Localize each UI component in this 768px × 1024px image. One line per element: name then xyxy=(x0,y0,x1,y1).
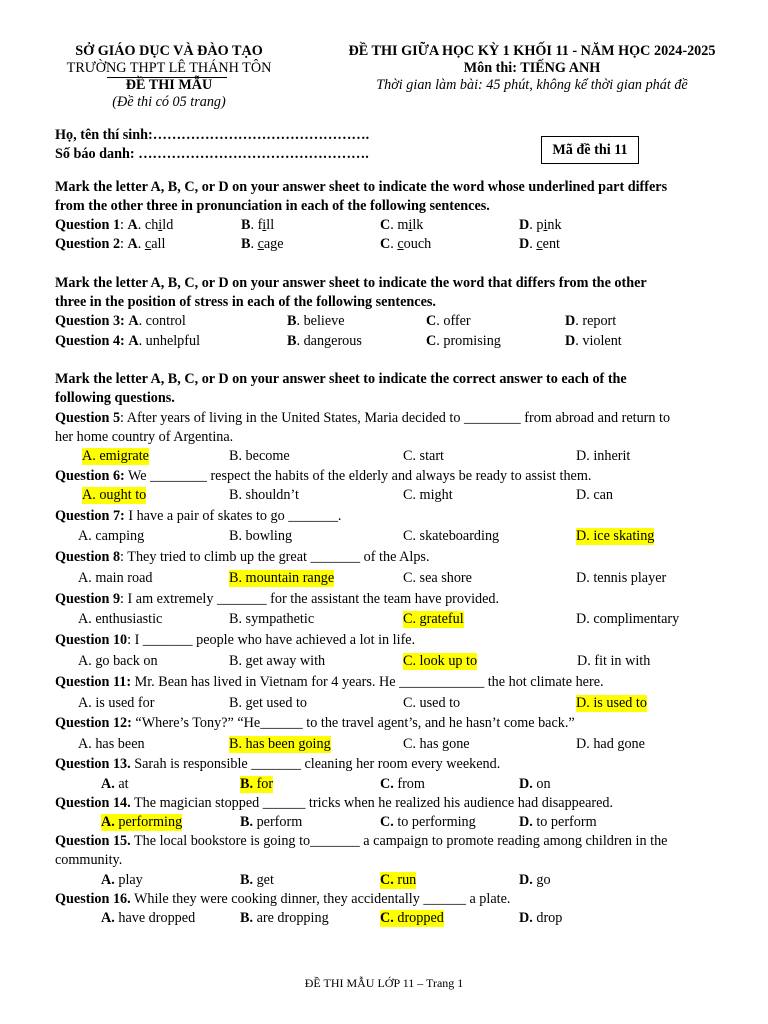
question-13-option-b[interactable]: B. for xyxy=(240,776,274,792)
section1-instruction-line2: from the other three in pronunciation in each of the following sentences. xyxy=(55,198,490,214)
option-text: all xyxy=(151,236,166,252)
question-3: Question 3: A. control xyxy=(55,313,186,329)
question-8-option-b[interactable]: B. mountain range xyxy=(229,570,335,586)
question-5-option-a[interactable]: A. emigrate xyxy=(82,448,149,464)
question-14-option-a[interactable]: A. performing xyxy=(101,814,183,830)
question-9-option-c[interactable]: C. grateful xyxy=(403,611,464,627)
question-label: Question 10 xyxy=(55,632,128,648)
question-2-option-d: D. cent xyxy=(519,236,560,252)
doc-title: ĐỀ THI MẪU xyxy=(125,77,213,93)
question-16-stem: Question 16. While they were cooking dinner, they accidentally ______ a plate. xyxy=(55,891,511,907)
question-11-option-a[interactable]: A. is used for xyxy=(78,695,155,711)
question-7-stem: Question 7: I have a pair of skates to go _______. xyxy=(55,508,342,524)
question-16-option-c[interactable]: C. dropped xyxy=(380,910,444,926)
question-16-option-d[interactable]: D. drop xyxy=(519,910,563,926)
question-13-option-d[interactable]: D. on xyxy=(519,776,551,792)
section1-instruction-line1: Mark the letter A, B, C, or D on your answer sheet to indicate the word whose underlined part differs xyxy=(55,179,668,195)
question-11-stem: Question 11: Mr. Bean has lived in Vietnam for 4 years. He ____________ the hot climate here. xyxy=(55,674,604,690)
question-11-option-c[interactable]: C. used to xyxy=(403,695,461,711)
question-3-option-c: C. offer xyxy=(426,313,471,329)
question-9-option-a[interactable]: A. enthusiastic xyxy=(78,611,163,627)
question-10-stem: Question 10: I _______ people who have achieved a lot in life. xyxy=(55,632,416,648)
question-label: Question 15. xyxy=(55,833,131,849)
question-10-option-c[interactable]: C. look up to xyxy=(403,653,478,669)
page-footer: ĐỀ THI MẪU LỚP 11 – Trang 1 xyxy=(304,976,464,990)
question-label: Question 2 xyxy=(55,236,121,252)
question-11-option-b[interactable]: B. get used to xyxy=(229,695,308,711)
question-16-option-b[interactable]: B. are dropping xyxy=(240,910,329,926)
question-4-option-b: B. dangerous xyxy=(287,333,362,349)
question-6-stem: Question 6: We ________ respect the habits of the elderly and always be ready to assist them. xyxy=(55,468,592,484)
question-13-option-a[interactable]: A. at xyxy=(101,776,129,792)
question-label: Question 1 xyxy=(55,217,121,233)
question-16-option-a[interactable]: A. have dropped xyxy=(101,910,196,926)
question-5-option-d[interactable]: D. inherit xyxy=(576,448,631,464)
question-7-option-d[interactable]: D. ice skating xyxy=(576,528,655,544)
question-2-option-c: C. couch xyxy=(380,236,432,252)
question-11-option-d[interactable]: D. is used to xyxy=(576,695,647,711)
question-1-option-b: B. fill xyxy=(241,217,275,233)
question-5-stem-cont: her home country of Argentina. xyxy=(55,429,234,445)
underlined-part: i xyxy=(262,217,267,233)
section3-instruction-line2: following questions. xyxy=(55,390,175,406)
question-12-option-a[interactable]: A. has been xyxy=(78,736,145,752)
question-9-option-b[interactable]: B. sympathetic xyxy=(229,611,315,627)
question-1: Question 1: A. child xyxy=(55,217,174,233)
question-9-stem: Question 9: I am extremely _______ for the assistant the team have provided. xyxy=(55,591,500,607)
question-13-option-c[interactable]: C. from xyxy=(380,776,425,792)
question-8-option-c[interactable]: C. sea shore xyxy=(403,570,472,586)
underlined-part: c xyxy=(536,236,543,252)
question-14-option-b[interactable]: B. perform xyxy=(240,814,303,830)
question-7-option-b[interactable]: B. bowling xyxy=(229,528,293,544)
question-6-option-c[interactable]: C. might xyxy=(403,487,453,503)
question-label: Question 7: xyxy=(55,508,125,524)
question-2-option-b: B. cage xyxy=(241,236,284,252)
exam-time: Thời gian làm bài: 45 phút, không kể thời gian phát đề xyxy=(376,77,688,93)
question-label: Question 11: xyxy=(55,674,132,690)
question-14-option-d[interactable]: D. to perform xyxy=(519,814,597,830)
question-12-stem: Question 12: “Where’s Tony?” “He______ to the travel agent’s, and he hasn’t come back.” xyxy=(55,715,575,731)
question-label: Question 6: xyxy=(55,468,125,484)
question-3-option-b: B. believe xyxy=(287,313,345,329)
question-4-option-c: C. promising xyxy=(426,333,501,349)
underlined-part: c xyxy=(397,236,404,252)
question-12-option-d[interactable]: D. had gone xyxy=(576,736,645,752)
question-label: Question 8 xyxy=(55,549,121,565)
question-label: Question 4: xyxy=(55,333,125,349)
question-2: Question 2: A. call xyxy=(55,236,166,252)
question-8-option-a[interactable]: A. main road xyxy=(78,570,153,586)
question-label: Question 16. xyxy=(55,891,131,907)
question-6-option-b[interactable]: B. shouldn’t xyxy=(229,487,299,503)
question-label: Question 9 xyxy=(55,591,121,607)
question-4: Question 4: A. unhelpful xyxy=(55,333,201,349)
question-label: Question 13. xyxy=(55,756,131,772)
candidate-id-line: Số báo danh: …………………………………………. xyxy=(55,146,369,162)
underlined-part: c xyxy=(144,236,152,252)
question-6-option-d[interactable]: D. can xyxy=(576,487,614,503)
question-15-option-b[interactable]: B. get xyxy=(240,872,274,888)
question-6-option-a[interactable]: A. ought to xyxy=(82,487,147,503)
question-3-option-d: D. report xyxy=(565,313,617,329)
question-15-option-c[interactable]: C. run xyxy=(380,872,417,888)
question-4-option-d: D. violent xyxy=(565,333,622,349)
option-text: ld xyxy=(162,217,174,233)
question-7-option-c[interactable]: C. skateboarding xyxy=(403,528,500,544)
question-label: Question 5 xyxy=(55,410,121,426)
question-15-stem: Question 15. The local bookstore is going to_______ a campaign to promote reading among children in the xyxy=(55,833,668,849)
pages-note: (Đề thi có 05 trang) xyxy=(112,94,226,110)
underlined-part: i xyxy=(408,217,413,233)
option-text: ch xyxy=(144,217,159,233)
question-15-option-a[interactable]: A. play xyxy=(101,872,143,888)
candidate-name-line: Họ, tên thí sinh:………………………………………. xyxy=(55,127,370,143)
question-14-option-c[interactable]: C. to performing xyxy=(380,814,476,830)
question-7-option-a[interactable]: A. camping xyxy=(78,528,145,544)
question-8-stem: Question 8: They tried to climb up the great _______ of the Alps. xyxy=(55,549,430,565)
exam-code-box: Mã đề thi 11 xyxy=(541,136,639,164)
question-9-option-d[interactable]: D. complimentary xyxy=(576,611,680,627)
underlined-part: i xyxy=(158,217,163,233)
question-label: Question 3: xyxy=(55,313,125,329)
question-label: Question 14. xyxy=(55,795,131,811)
question-15-option-d[interactable]: D. go xyxy=(519,872,551,888)
question-12-option-c[interactable]: C. has gone xyxy=(403,736,470,752)
question-label: Question 12: xyxy=(55,715,132,731)
underlined-part: c xyxy=(257,236,264,252)
underlined-part: i xyxy=(543,217,548,233)
question-12-option-b[interactable]: B. has been going xyxy=(229,736,331,752)
section3-instruction-line1: Mark the letter A, B, C, or D on your answer sheet to indicate the correct answer to each of the xyxy=(55,371,627,387)
department-name: SỞ GIÁO DỤC VÀ ĐÀO TẠO xyxy=(75,43,263,59)
question-15-stem-cont: community. xyxy=(55,852,123,868)
question-5-option-c[interactable]: C. start xyxy=(403,448,444,464)
question-10-option-a[interactable]: A. go back on xyxy=(78,653,158,669)
section2-instruction-line1: Mark the letter A, B, C, or D on your answer sheet to indicate the word that differs from the other xyxy=(55,275,647,291)
question-10-option-b[interactable]: B. get away with xyxy=(229,653,326,669)
exam-title: ĐỀ THI GIỮA HỌC KỲ 1 KHỐI 11 - NĂM HỌC 2024-2025 xyxy=(348,43,716,59)
school-name: TRƯỜNG THPT LÊ THÁNH TÔN xyxy=(66,60,272,76)
question-8-option-d[interactable]: D. tennis player xyxy=(576,570,667,586)
question-1-option-d: D. pink xyxy=(519,217,562,233)
subject: Môn thi: TIẾNG ANH xyxy=(463,60,601,76)
question-14-stem: Question 14. The magician stopped ______ tricks when he realized his audience had disappeared. xyxy=(55,795,614,811)
question-10-option-d[interactable]: D. fit in with xyxy=(577,653,651,669)
question-13-stem: Question 13. Sarah is responsible _______ cleaning her room every weekend. xyxy=(55,756,501,772)
question-5-stem: Question 5: After years of living in the United States, Maria decided to ________ from abroad and return to xyxy=(55,410,671,426)
section2-instruction-line2: three in the position of stress in each of the following sentences. xyxy=(55,294,436,310)
question-5-option-b[interactable]: B. become xyxy=(229,448,290,464)
question-1-option-c: C. milk xyxy=(380,217,424,233)
